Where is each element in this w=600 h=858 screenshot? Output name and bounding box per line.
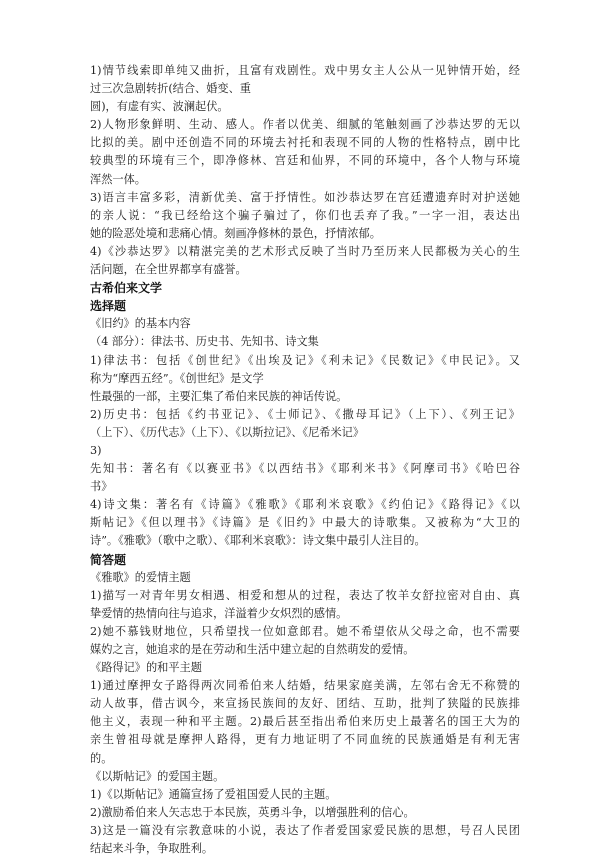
section-heading: 选择题 (90, 299, 127, 314)
text-line: 媒妁之言，她追求的是在劳动和生活中建立起的自然萌发的爱情。 (90, 643, 415, 656)
text-line: 1)《以斯帖记》通篇宣扬了爱祖国爱人民的主题。 (90, 787, 337, 801)
text-line: 称为“摩西五经”。《创世纪》是文学 (90, 371, 264, 385)
text-line: 浑然一体。 (90, 172, 146, 186)
text-line: 《以斯帖记》的爱国主题。 (90, 769, 225, 783)
text-line: 动人故事，借古讽今，来宣扬民族间的友好、团结、互助，批判了狭隘的民族排 (90, 697, 520, 711)
text-line: 3)这是一篇没有宗教意味的小说，表达了作者爱国家爱民族的思想，号召人民团 (90, 823, 520, 837)
text-line: 圆)，有虚有实、波澜起伏。 (90, 100, 229, 114)
text-line: 3)语言丰富多彩，清新优美、富于抒情性。如沙恭达罗在宫廷遭遗弃时对护送她 (90, 190, 520, 204)
section-heading: 简答题 (90, 552, 127, 567)
text-line: 2)人物形象鲜明、生动、感人。作者以优美、细腻的笔触刻画了沙恭达罗的无以 (90, 118, 520, 132)
section-heading: 古希伯来文学 (90, 281, 163, 296)
text-line: 《雅歌》的爱情主题 (90, 570, 191, 584)
text-line: 1)情节线索即单纯又曲折，且富有戏剧性。戏中男女主人公从一见钟情开始，经 (90, 64, 520, 77)
document-body (90, 62, 520, 858)
text-line: 结起来斗争，争取胜利。 (90, 842, 214, 856)
text-line: 的。 (90, 751, 113, 765)
text-line: 4)诗文集：著名有《诗篇》《雅歌》《耶利米哀歌》《约伯记》《路得记》《以 (90, 498, 520, 512)
text-line: 她的险恶处境和悲痛心情。刻画净修林的景色，抒情浓郁。 (90, 226, 381, 240)
text-line: 他主义，表现一种和平主题。2)最后甚至指出希伯来历史上最著名的国王大为的 (90, 715, 520, 729)
text-line: 1)通过摩押女子路得两次同希伯来人结婚，结果家庭美满，左邻右舍无不称赞的 (90, 679, 520, 693)
text-line: 1)律法书：包括《创世纪》《出埃及记》《利未记》《民数记》《申民记》。又 (90, 353, 520, 367)
text-line: （上下）、《历代志》（上下）、《以斯拉记》、《尼希米记》 (90, 425, 365, 439)
text-line: 性最强的一部，主要汇集了希伯来民族的神话传说。 (90, 389, 348, 403)
text-line: 《旧约》的基本内容 (90, 317, 191, 331)
text-line: 1)描写一对青年男女相遇、相爱和想从的过程，表达了牧羊女舒拉密对自由、真 (90, 588, 520, 602)
text-line: 2)激励希伯来人矢志忠于本民族，英勇斗争，以增强胜利的信心。 (90, 805, 415, 819)
text-line: 2)她不慕钱财地位，只希望找一位如意郎君。她不希望依从父母之命，也不需要 (90, 624, 520, 638)
text-line: 比拟的美。剧中还创造不同的环境去衬托和表现不同的人物的性格特点，剧中比 (90, 136, 520, 150)
text-line: 4)《沙恭达罗》以精湛完美的艺术形式反映了当时乃至历来人民都极为关心的生 (90, 244, 520, 258)
text-line: 2)历史书：包括《约书亚记》、《士师记》、《撒母耳记》（上下）、《列王记》 (90, 407, 520, 421)
text-line: 的亲人说：“我已经给这个骗子骗过了，你们也丢弃了我。”一字一泪，表达出 (90, 208, 520, 222)
text-line: 亲生曾祖母就是摩押人路得，更有力地证明了不同血统的民族通婚是有利无害 (90, 733, 520, 747)
text-line: 先知书：著名有《以赛亚书》《以西结书》《耶利米书》《阿摩司书》《哈巴谷 (90, 462, 520, 476)
text-line: （4 部分）：律法书、历史书、先知书、诗文集 (90, 335, 319, 349)
text-line: 书》 (90, 480, 113, 494)
text-line: 活问题，在全世界都享有盛誉。 (90, 263, 247, 277)
text-line: 较典型的环境有三个，即净修林、宫廷和仙界，不同的环境中，各个人物与环境 (90, 154, 520, 168)
text-line: 过三次急剧转折(结合、婚变、重 (90, 82, 251, 96)
text-line: 斯帖记》《但以理书》《诗篇》是《旧约》中最大的诗歌集。又被称为“大卫的 (90, 516, 520, 530)
text-line: 《路得记》的和平主题 (90, 661, 202, 675)
text-line: 3) (90, 443, 102, 457)
text-line: 挚爱情的热情向往与追求，洋溢着少女炽烈的感情。 (90, 606, 348, 620)
text-line: 诗”。《雅歌》（歌中之歌）、《耶利米哀歌》：诗文集中最引人注目的。 (90, 534, 426, 548)
